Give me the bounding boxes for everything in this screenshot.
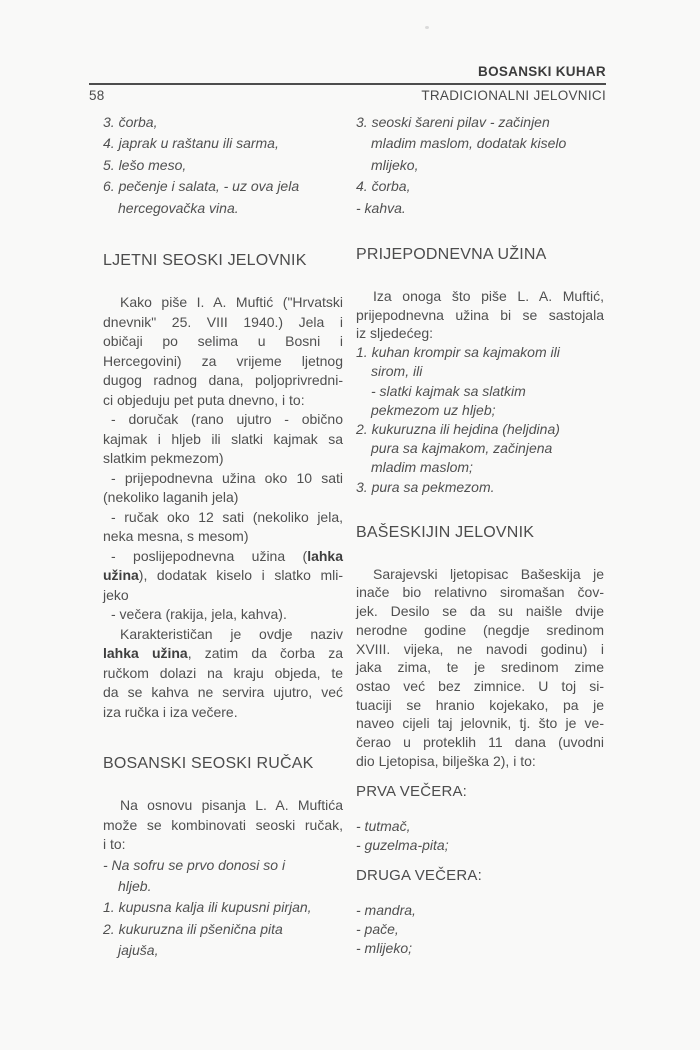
menu-item-line: - guzelma-pita;	[356, 836, 449, 853]
paragraph-line: dnevnik" 25. VIII 1940.) Jela i	[103, 313, 343, 330]
menu-item	[103, 112, 343, 133]
paragraph-line: slatkim pekmezom)	[103, 450, 224, 467]
paragraph-line: Hercegovini) za vrijeme ljetnog	[103, 352, 343, 369]
menu-item-line: 1. kuhan krompir sa kajmakom ili	[356, 344, 560, 361]
bold-text: užina	[103, 567, 139, 584]
paragraph-line: prijepodnevna užina bi se sastojala	[356, 306, 604, 323]
paragraph-line: iza ručka i iza večere.	[103, 703, 238, 720]
paragraph	[103, 796, 343, 855]
paragraph-line: jaka zima, te je sredinom zime	[356, 659, 604, 676]
paragraph	[103, 410, 343, 469]
menu-item-line: pura sa kajmakom, začinjena	[371, 440, 553, 457]
section-heading: BAŠESKIJIN JELOVNIK	[356, 523, 535, 541]
paragraph-line: Karakterističan je ovdje naziv	[120, 625, 343, 642]
paragraph-line: i to:	[103, 836, 126, 853]
menu-item-line: mladim maslom;	[371, 459, 473, 476]
section-heading: LJETNI SEOSKI JELOVNIK	[103, 252, 307, 270]
menu-item-line: 3. pura sa pekmezom.	[356, 478, 495, 495]
section-heading: PRVA VEČERA:	[356, 782, 468, 800]
menu-item-line: - kahva.	[356, 199, 406, 216]
paragraph-line: jeko	[103, 586, 129, 603]
menu-item-line: 5. lešo meso,	[103, 156, 187, 173]
menu-item	[103, 176, 343, 219]
header-row	[89, 87, 606, 104]
paragraph-line: čerao u proteklih 11 dana (uvodni	[356, 734, 604, 751]
paragraph-line: kajmak i hljeb ili slatki kajmak sa	[103, 430, 343, 447]
menu-item-line: jajuša,	[118, 942, 159, 959]
paragraph-line: dugog radnog dana, poljoprivredni-	[103, 372, 343, 389]
bold-text: lahka	[307, 547, 343, 564]
menu-item-line: - mandra,	[356, 901, 416, 918]
menu-item-line: 3. seoski šareni pilav - začinjen	[356, 114, 550, 130]
menu-list	[103, 855, 343, 962]
menu-item-line: - Na sofru se prvo donosi so i	[103, 856, 286, 873]
paragraph-line: lahka užina, zatim da čorba za	[103, 645, 343, 662]
menu-list	[103, 112, 343, 219]
paragraph-line: - poslijepodnevna užina (lahka	[111, 547, 343, 564]
paragraph-line: neka mesna, s mesom)	[103, 528, 249, 545]
menu-item	[356, 420, 604, 478]
menu-item-line: mlijeko,	[371, 156, 419, 173]
paragraph-line: (nekoliko laganih jela)	[103, 489, 239, 506]
menu-item	[356, 939, 604, 958]
paragraph	[103, 625, 343, 723]
paragraph-line: ci objeduju pet puta dnevno, i to:	[103, 391, 305, 408]
paragraph	[356, 287, 604, 343]
page-header	[89, 64, 606, 104]
paragraph-line: jek. Desilo se da su naišle dvije	[356, 603, 604, 620]
menu-item	[356, 343, 604, 420]
paragraph-line: užina), dodatak kiselo i slatko mli-	[103, 567, 343, 584]
menu-item-line: - tutmač,	[356, 817, 411, 834]
paragraph	[103, 469, 343, 508]
chapter-title: TRADICIONALNI JELOVNICI	[421, 88, 606, 103]
paragraph-line: ručkom dolazi na kraju objeda, te	[103, 664, 343, 681]
menu-list	[356, 112, 604, 219]
menu-item	[356, 920, 604, 939]
menu-item	[103, 133, 343, 154]
menu-item	[356, 478, 604, 497]
page-number: 58	[89, 88, 105, 103]
paragraph-line: dio Ljetopisa, bilješka 2), i to:	[356, 752, 536, 769]
paragraph-line: običaji po selima u Bosni i	[103, 333, 343, 350]
menu-item	[103, 855, 343, 898]
menu-list	[356, 817, 604, 855]
paragraph	[356, 565, 604, 771]
paragraph-line: Iza onoga što piše L. A. Muftić,	[373, 288, 604, 305]
scan-speck	[425, 26, 429, 29]
paragraph-line: - večera (rakija, jela, kahva).	[111, 606, 287, 623]
paragraph-line: Kako piše I. A. Muftić ("Hrvatski	[120, 294, 343, 311]
paragraph-line: XVIII. vijeka, ne navodi godinu) i	[356, 640, 604, 657]
menu-item	[356, 176, 604, 197]
paragraph	[103, 508, 343, 547]
menu-item-line: - pače,	[356, 921, 399, 938]
right-column	[356, 112, 604, 959]
bold-text: lahka užina	[103, 645, 188, 662]
menu-item-line: 4. čorba,	[356, 178, 411, 195]
paragraph-line: naveo cijeli taj jelovnik, tj. što je ve-	[356, 715, 604, 732]
menu-item-line: 4. japrak u raštanu ili sarma,	[103, 135, 279, 152]
paragraph	[103, 293, 343, 410]
paragraph-line: Sarajevski ljetopisac Bašeskija je	[373, 565, 604, 582]
menu-item	[103, 897, 343, 918]
menu-item-line: 3. čorba,	[103, 114, 158, 130]
menu-item-line: - slatki kajmak sa slatkim	[371, 382, 526, 399]
menu-item	[356, 817, 604, 836]
menu-item	[356, 112, 604, 176]
paragraph-line: - ručak oko 12 sati (nekoliko jela,	[111, 508, 343, 525]
menu-item-line: - mlijeko;	[356, 940, 413, 957]
paragraph-line: tuaciji se hranio kojekako, pa je	[356, 696, 604, 713]
header-rule	[89, 83, 606, 85]
menu-item	[356, 836, 604, 855]
left-column	[103, 112, 343, 962]
menu-item-line: pekmezom uz hljeb;	[371, 401, 496, 418]
paragraph	[103, 547, 343, 606]
paragraph-line: inače bio relativno siromašan čov-	[356, 584, 604, 601]
section-heading: BOSANSKI SEOSKI RUČAK	[103, 755, 314, 773]
paragraph	[103, 605, 343, 625]
section-heading: PRIJEPODNEVNA UŽINA	[356, 246, 547, 264]
menu-list	[356, 901, 604, 959]
menu-item-line: 1. kupusna kalja ili kupusni pirjan,	[103, 899, 312, 916]
menu-item-line: sirom, ili	[371, 363, 423, 380]
menu-item	[356, 901, 604, 920]
menu-item-line: 2. kukuruzna ili hejdina (heljdina)	[356, 420, 560, 437]
menu-item	[356, 198, 604, 219]
menu-item-line: 6. pečenje i salata, - uz ova jela	[103, 178, 300, 195]
menu-item-line: hljeb.	[118, 877, 152, 894]
paragraph-line: da se kahva ne servira ujutro, već	[103, 684, 343, 701]
paragraph-line: može se kombinovati seoski ručak,	[103, 816, 343, 833]
paragraph-line: iz sljedećeg:	[356, 325, 434, 342]
menu-item-line: mladim maslom, dodatak kiselo	[371, 135, 567, 152]
menu-item	[103, 155, 343, 176]
paragraph-line: nerodne godine (negdje sredinom	[356, 621, 604, 638]
paragraph-line: ostao već bez zimnice. U toj si-	[356, 677, 604, 694]
paragraph-line: - doručak (rano ujutro - obično	[111, 411, 343, 428]
paragraph-line: - prijepodnevna užina oko 10 sati	[111, 469, 343, 486]
book-title: BOSANSKI KUHAR	[478, 64, 606, 79]
section-heading: DRUGA VEČERA:	[356, 866, 482, 884]
menu-item-line: hercegovačka vina.	[118, 199, 239, 216]
menu-list	[356, 343, 604, 497]
menu-item	[103, 919, 343, 962]
paragraph-line: Na osnovu pisanja L. A. Muftića	[120, 797, 343, 814]
menu-item-line: 2. kukuruzna ili pšenična pita	[103, 920, 283, 937]
